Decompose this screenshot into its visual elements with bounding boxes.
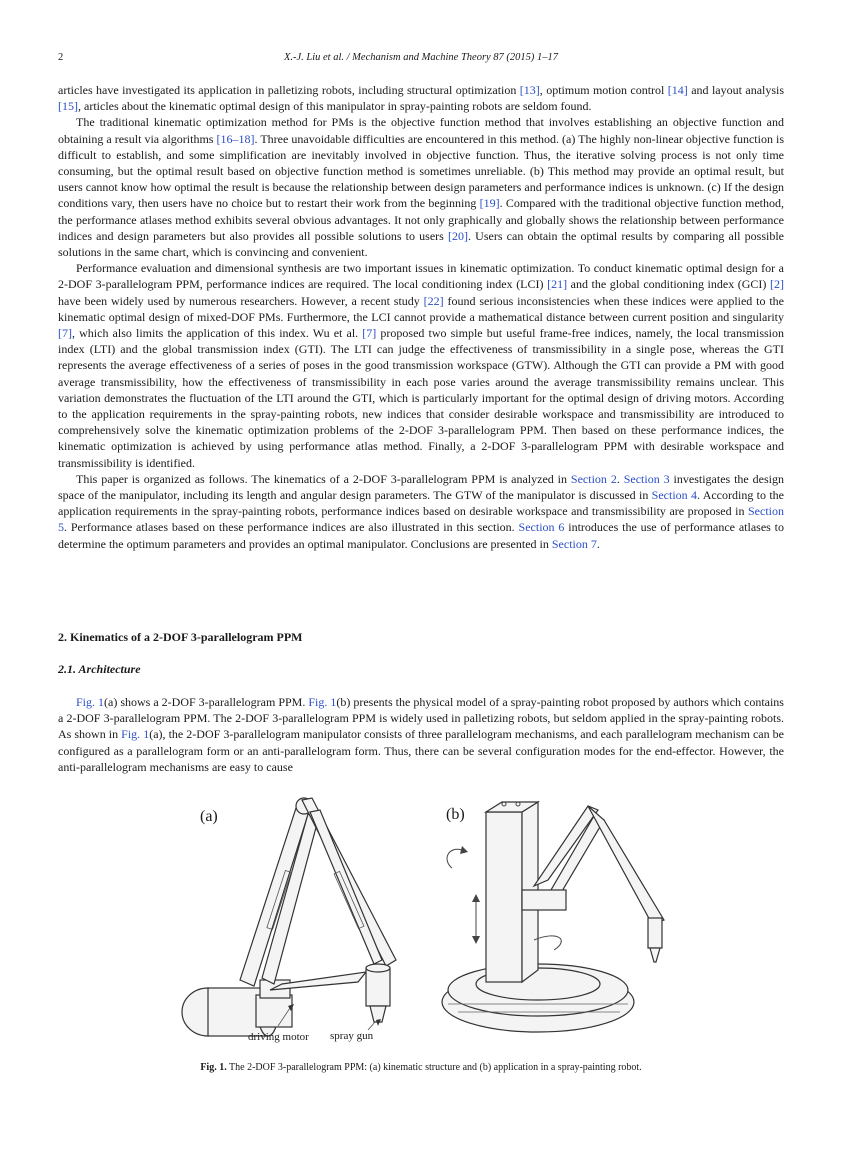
body-text-2 [58, 694, 784, 775]
text: , which also limits the application of this index. Wu et al. [72, 326, 363, 341]
text: introduces the use of performance atlases to determine the optimum parameters and provides an optimal manipulator. Conclusions are presented in [58, 520, 785, 551]
section-link[interactable]: Section 3 [623, 471, 670, 486]
spray-robot-drawing-b [438, 790, 688, 1045]
paragraph-5 [58, 694, 784, 775]
citation-link[interactable]: [14] [667, 83, 688, 97]
paragraph-4 [58, 471, 784, 552]
citation-link[interactable]: [16–18] [216, 131, 255, 146]
page-header [58, 52, 784, 68]
citation-link[interactable]: [15] [58, 99, 78, 114]
text: , optimum motion control [539, 83, 668, 97]
citation-link[interactable]: [21] [547, 277, 568, 292]
caption-label: Fig. 1. [200, 1062, 227, 1073]
page-number: 2 [58, 52, 64, 63]
subsection-heading: 2.1. Architecture [58, 662, 141, 676]
text: . Compared with the traditional objective function method, the performance atlases method exhibits several obvious advantages. It not only graphically and globally shows the relationship between performance indices and design parameters but also provides all possible solutions to users [58, 196, 784, 243]
figure-link[interactable]: Fig. 1 [308, 695, 337, 709]
citation-link[interactable]: [7] [362, 326, 377, 341]
text: . According to the application requirements in the spray-painting robots, performance indices based on desirable workspace and transmissibility are proposed in [58, 488, 785, 519]
panel-label-a: (a) [200, 808, 218, 825]
caption-text: The 2-DOF 3-parallelogram PPM: (a) kinematic structure and (b) application in a spray-painting robot. [226, 1062, 642, 1073]
section-link[interactable]: Section 2 [570, 471, 617, 486]
citation-link[interactable]: [2] [770, 277, 784, 292]
section-heading: 2. Kinematics of a 2-DOF 3-parallelogram PPM [58, 630, 303, 644]
section-link[interactable]: Section 7 [551, 536, 597, 551]
text: and the global conditioning index (GCI) [567, 277, 770, 292]
text: . [616, 471, 624, 486]
figure-caption [58, 1062, 784, 1073]
figure-link[interactable]: Fig. 1 [121, 727, 150, 742]
text: Performance evaluation and dimensional synthesis are two important issues in kinematic optimization. To conduct kinematic optimal design for a 2-DOF 3-parallelogram PPM, performance indices are required. The local conditioning index (LCI) [58, 261, 784, 292]
figure-link[interactable]: Fig. 1 [76, 695, 105, 709]
text: . Three unavoidable difficulties are encountered in this method. (a) The highly non-linear objective function is difficult to establish, and some simplification are inevitably involved in objective function. Thus, the iterative solving process is not only time consuming, but the optimal result based on objective function method is sometimes unreliable. (b) This method may provide an optimal result, but users cannot know how optimal the result is because the relationship between design parameters and performance indices is unknown. (c) If the design conditions vary, then users have no choice but to restart their work from the beginning [58, 131, 784, 211]
text: . Users can obtain the optimal results by comparing all possible solutions in the same chart, which is convincing and convenient. [58, 228, 784, 260]
body-text [58, 82, 784, 552]
text: and layout analysis [687, 83, 785, 97]
citation-link[interactable]: [19] [479, 196, 500, 211]
text: articles have investigated its application in palletizing robots, including structural optimization [58, 83, 520, 97]
text: , articles about the kinematic optimal design of this manipulator in spray-painting robots are seldom found. [78, 99, 592, 114]
text: investigates the design space of the manipulator, including its length and angular design parameters. The GTW of the manipulator is discussed in [58, 471, 784, 503]
citation-link[interactable]: [13] [519, 83, 540, 97]
section-link[interactable]: Section 4 [651, 488, 698, 503]
paragraph-3 [58, 260, 784, 471]
citation-link[interactable]: [20] [448, 228, 468, 243]
text: This paper is organized as follows. The kinematics of a 2-DOF 3-parallelogram PPM is analyzed in [76, 471, 571, 486]
text: (a), the 2-DOF 3-parallelogram manipulator consists of three parallelogram mechanisms, and each parallelogram mechanism can be configured as a parallelogram form or an anti-parallelogram form. Thus, there can be several configuration modes for the end-effector. However, the anti-parallelogram mechanisms are easy to cause [58, 727, 784, 774]
citation-link[interactable]: [7] [58, 326, 72, 341]
panel-label-b: (b) [446, 806, 465, 823]
paragraph-2 [58, 114, 784, 260]
text: have been widely used by numerous researchers. However, a recent study [58, 293, 424, 308]
paragraph-1 [58, 82, 784, 114]
text: . [596, 536, 600, 551]
text: . Performance atlases based on these performance indices are also illustrated in this section. [64, 520, 519, 535]
text: The traditional kinematic optimization method for PMs is the objective function method that involves establishing an objective function and obtaining a result via algorithms [58, 115, 784, 146]
section-link[interactable]: Section 6 [518, 520, 565, 535]
manipulator-drawing-a [170, 790, 410, 1045]
text: found serious inconsistencies when these indices were applied to the kinematic optimal design of mixed-DOF PMs. Furthermore, the LCI cannot provide a mathematical distance between current position and singularity [58, 293, 784, 324]
text: proposed two simple but useful frame-free indices, namely, the local transmission index (LTI) and the global transmission index (GTI). The LTI can judge the effectiveness of transmissibility in a single pose, whereas the GTI represents the average effectiveness of a series of poses in the good transmission workspace (GTW). Although the GTI can provide a PM with good average transmissibility, how the effectiveness of transmissibility in each pose varies around the average transmissibility remains unclear. This variation demonstrates the fluctuation of the LTI around the GTI, which is particularly important for the optimal design of driving motors. According to the application requirements in the spray-painting robots, new indices that consider desirable workspace and transmissibility are introduced to comprehensively solve the kinematic optimization problems of the 2-DOF 3-parallelogram PPM. Then based on these performance indices, the kinematic optimization is achieved by using performance atlas method. Finally, a 2-DOF 3-parallelogram PPM with desirable workspace and transmissibility is identified. [58, 326, 785, 470]
annotation-spray-gun: spray gun [330, 1030, 374, 1042]
figure-1 [170, 790, 690, 1050]
text: (b) presents the physical model of a spray-painting robot proposed by authors which contains a 2-DOF 3-parallelogram PPM. The 2-DOF 3-parallelogram PPM is widely used in palletizing robots, but seldom applied in the spray-painting robots. As shown in [58, 695, 784, 742]
annotation-driving-motor: driving motor [248, 1031, 309, 1043]
text: (a) shows a 2-DOF 3-parallelogram PPM. [104, 695, 309, 709]
section-link[interactable]: Section 5 [58, 504, 784, 535]
running-title: X.-J. Liu et al. / Mechanism and Machine Theory 87 (2015) 1–17 [283, 52, 559, 63]
citation-link[interactable]: [22] [423, 293, 444, 308]
